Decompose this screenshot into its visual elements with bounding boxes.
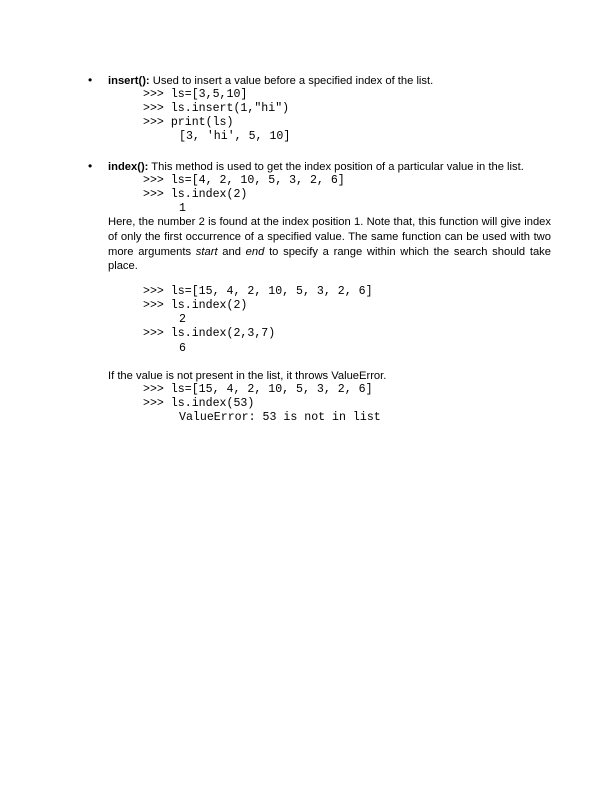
code-output: [3, 'hi', 5, 10]	[179, 130, 291, 143]
insert-term: insert():	[108, 75, 150, 87]
end-argument: end	[245, 245, 265, 258]
code-line: >>> ls=[15, 4, 2, 10, 5, 3, 2, 6]	[143, 285, 373, 298]
insert-heading-line	[108, 74, 433, 88]
code-line: >>> ls.index(2,3,7)	[143, 327, 276, 340]
code-output: 1	[179, 202, 186, 215]
paragraph-text: and	[217, 245, 246, 258]
code-line: >>> ls.insert(1,"hi")	[143, 102, 290, 115]
code-output: 6	[179, 342, 186, 355]
insert-description: Used to insert a value before a specified index of the list.	[149, 75, 434, 87]
code-line: >>> ls=[4, 2, 10, 5, 3, 2, 6]	[143, 174, 345, 187]
explanation-paragraph	[108, 215, 551, 274]
code-output: 2	[179, 313, 186, 326]
code-line: >>> ls.index(2)	[143, 299, 248, 312]
code-line: >>> ls=[3,5,10]	[143, 88, 248, 101]
bullet-marker: •	[88, 159, 93, 173]
code-line: >>> ls=[15, 4, 2, 10, 5, 3, 2, 6]	[143, 383, 373, 396]
index-term: index():	[108, 161, 149, 173]
start-argument: start	[195, 245, 218, 258]
paragraph-text: Here, the number 2 is found at the index position 1. Note that, this function will give index of only the first occurrence of a specified value. The same function can be used with two more arguments	[108, 216, 551, 258]
index-heading-line	[108, 160, 524, 174]
code-line: >>> ls.index(53)	[143, 397, 255, 410]
index-description: This method is used to get the index position of a particular value in the list.	[148, 161, 524, 173]
error-intro-text: If the value is not present in the list, it throws ValueError.	[108, 370, 387, 382]
code-line: >>> print(ls)	[143, 116, 234, 129]
bullet-marker: •	[88, 73, 93, 87]
paragraph-text: to specify a range within which the search should take place.	[108, 245, 551, 273]
code-output: ValueError: 53 is not in list	[179, 411, 381, 424]
code-line: >>> ls.index(2)	[143, 188, 248, 201]
